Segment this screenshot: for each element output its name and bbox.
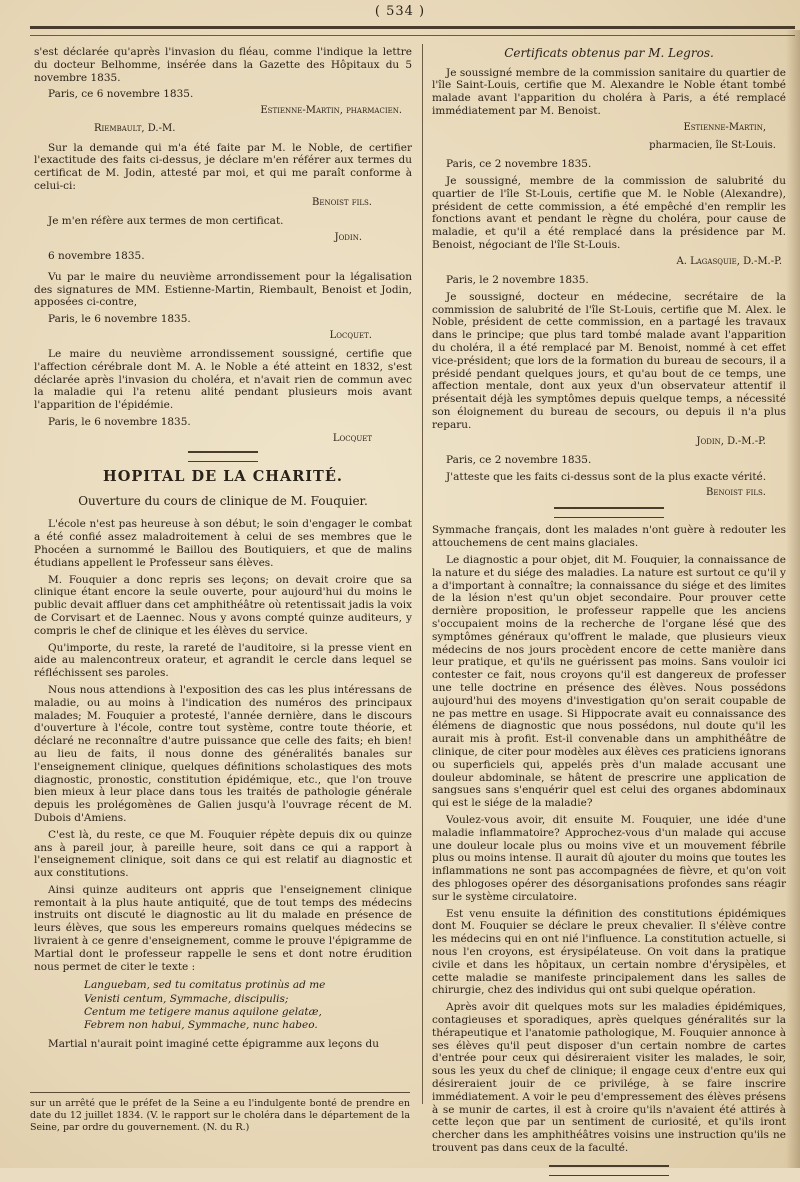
paragraph: Voulez-vous avoir, dit ensuite M. Fouquier, une idée d'une maladie inflammatoire? Approchez-vous d'un malade qui accuse une douleur locale plus ou moins vive et un mouvement fébrile plus ou moins intense. Il aurait dû ajouter du moins que toutes les inflammations ne sont pas accompagnées de fièvre, et qu'on voit des phlogoses opérer des désorganisations profondes sans réagir sur le système circulatoire. bbox=[432, 814, 786, 903]
page-edge-shadow bbox=[786, 30, 800, 1168]
poem-line: Languebam, sed tu comitatus protinùs ad me bbox=[84, 979, 326, 992]
paragraph: Est venu ensuite la définition des constitutions épidémiques dont M. Fouquier se déclare le preux chevalier. Il s'élève contre les médecins qui en ont nié l'influence. La constitution actuelle, si nous l'en croyons, est érysipélateuse. On voit dans la pratique civile et dans les hôpitaux, un certain nombre d'érysipèles, et cette maladie se manifeste principalement dans les salles de chirurgie, chez des individus qui ont subi quelque opération. bbox=[432, 907, 786, 997]
header-rule bbox=[30, 26, 795, 36]
paragraph: Je soussigné, docteur en médecine, secrétaire de la commission de salubrité de l'île St-Louis, certifie que M. Alex. le Noble, président de cette commission, en a partagé les travaux dans le principe; que plus tard tombé malade avant l'apparition du choléra, il a été remplacé par M. Benoist, nommé à cet effet vice-président; que lors de la formation du bureau de secours, il a présidé pendant quelques jours, et qu'au bout de ce temps, une affection mentale, dont aux yeux d'un observateur attentif il présentait déjà les symptômes depuis quelque temps, a nécessité son éloignement du bureau de secours, ou depuis il n'a plus reparu. bbox=[432, 290, 786, 431]
paragraph: Le maire du neuvième arrondissement soussigné, certifie que l'affection cérébrale dont M. A. le Noble a été atteint en 1832, s'est déclarée après l'invasion du choléra, et n'avait rien de commun avec la maladie qui l'a retenu alité pendant plusieurs mois avant l'apparition de l'épidémie. bbox=[34, 348, 412, 412]
poem-line: Febrem non habui, Symmache, nunc habeo. bbox=[84, 1018, 318, 1031]
dateline: Paris, le 2 novembre 1835. bbox=[446, 273, 589, 286]
paragraph: s'est déclarée qu'après l'invasion du fléau, comme l'indique la lettre du docteur Belhomme, insérée dans la Gazette des Hôpitaux du 5 novembre 1835. bbox=[34, 46, 412, 84]
paragraph: Après avoir dit quelques mots sur les maladies épidémiques, contagieuses et sporadiques, après quelques généralités sur la thérapeutique et l'anatomie pathologique, M. Fouquier annonce à ses élèves qu'il peut disposer d'un certain nombre de cartes d'entrée pour ceux qui désireraient visiter les malades, le soir, sous les yeux du chef de clinique; il engage ceux d'entre eux qui désireraient jouir de ce privilége, à se faire inscrire immédiatement. A voir le peu d'empressement des élèves présens à se munir de cartes, il est à croire qu'ils n'avaient été attirés à cette leçon que par un sentiment de curiosité, et qu'ils iront chercher dans les amphithéâtres voisins une instruction qu'ils ne trouvent pas dans ceux de la faculté. bbox=[432, 1001, 786, 1154]
paragraph: L'école n'est pas heureuse à son début; le soin d'engager le combat a été confié assez maladroitement à celui de ses membres que le Phocéen a surnommé le Baillou des Boutiquiers, et que de malins étudians appellent le Professeur sans élèves. bbox=[34, 518, 412, 569]
left-column bbox=[34, 46, 412, 1055]
certificates-heading: Certificats obtenus par M. Legros. bbox=[504, 46, 714, 60]
dateline: Paris, ce 6 novembre 1835. bbox=[48, 88, 194, 101]
dateline: Paris, ce 2 novembre 1835. bbox=[446, 158, 592, 171]
footnote: sur un arrêté que le préfet de la Seine a eu l'indulgente bonté de prendre en date du 12 juillet 1834. (V. le rapport sur le choléra dans le département de la Seine, par ordre du gouvernement. (N. du R.) bbox=[30, 1098, 410, 1133]
section-subheading: Ouverture du cours de clinique de M. Fouquier. bbox=[78, 493, 368, 508]
paragraph: C'est là, du reste, ce que M. Fouquier répète depuis dix ou quinze ans à pareil jour, à pareille heure, soit dans ce qui a rapport à l'enseignement clinique, soit dans ce qui est relatif au diagnostic et aux constitutions. bbox=[34, 828, 412, 880]
signature: Locquet. bbox=[329, 329, 372, 341]
footnote-rule bbox=[30, 1092, 410, 1093]
poem-line: Venisti centum, Symmache, discipulis; bbox=[84, 992, 289, 1005]
signature: A. Lagasquie, D.-M.-P. bbox=[676, 255, 782, 267]
page-number: ( 534 ) bbox=[374, 4, 426, 19]
signature: Estienne-Martin, pharmacien. bbox=[260, 105, 402, 117]
signature: pharmacien, île St-Louis. bbox=[649, 140, 776, 151]
right-column bbox=[432, 46, 786, 1182]
signature: Locquet bbox=[332, 432, 372, 444]
paragraph: Sur la demande qui m'a été faite par M. le Noble, de certifier l'exactitude des faits ci-dessus, je déclare m'en référer aux termes du certificat de M. Jodin, attesté par moi, et qui me paraît conforme à celui-ci: bbox=[34, 141, 412, 192]
dateline: Paris, ce 2 novembre 1835. bbox=[446, 453, 592, 466]
signature: Benoist fils. bbox=[312, 196, 372, 208]
paragraph: Vu par le maire du neuvième arrondissement pour la légalisation des signatures de MM. Estienne-Martin, Riembault, Benoist et Jodin, apposées ci-contre, bbox=[34, 270, 412, 309]
paragraph: Le diagnostic a pour objet, dit M. Fouquier, la connaissance de la nature et du siége des maladies. La nature est surtout ce qu'il y a d'important à connaître; la connaissance du siége et des limites de la lésion n'est qu'un objet secondaire. Pour prouver cette dernière proposition, le professeur rappelle que les anciens s'occupaient moins de la recherche de l'organe lésé que des symptômes généraux qu'offrent le malade, que plusieurs vieux médecins de nos jours procèdent encore de cette manière dans leur pratique, et qu'ils ne guérissent pas moins. Sans vouloir ici contester ce fait, nous croyons qu'il est dangereux de professer une telle doctrine en présence des élèves. Nous possédons aujourd'hui des moyens d'investigation qu'on serait coupable de ne pas mettre en usage. Si Hippocrate avait eu connaissance des élémens de diagnostic que nous possédons, nul doute qu'il les aurait mis à profit. Est-il convenable dans un amphithéâtre de clinique, de citer pour modèles aux élèves ces praticiens ignorans ou superficiels qui, appelés près d'un malade accusant une douleur abdominale, se hâtent de prescrire une application de sangsues sans s'enquérir quel est celui des organes abdominaux qui est le siége de la maladie? bbox=[432, 554, 786, 810]
signature: Riembault, D.-M. bbox=[94, 123, 176, 135]
paragraph: Je soussigné membre de la commission sanitaire du quartier de l'île Saint-Louis, certifie que M. Alexandre le Noble étant tombé malade avant l'apparition du choléra à Paris, a été remplacé immédiatement par M. Benoist. bbox=[432, 66, 786, 118]
signature: Jodin, D.-M.-P. bbox=[696, 435, 766, 447]
paragraph: Je m'en réfère aux termes de mon certificat. bbox=[48, 214, 284, 227]
section-ornament bbox=[554, 507, 664, 518]
column-divider bbox=[422, 44, 423, 1104]
poem-line: Centum me tetigere manus aquilone gelatæ, bbox=[84, 1005, 322, 1018]
paragraph: Martial n'aurait point imaginé cette épigramme aux leçons du bbox=[48, 1037, 379, 1050]
paragraph: Ainsi quinze auditeurs ont appris que l'enseignement clinique remontait à la plus haute antiquité, que de tout temps des médecins instruits ont discuté le diagnostic au lit du malade en présence de leurs élèves, que sous les empereurs romains quelques médecins se livraient à ce genre d'enseignement, comme le prouve l'épigramme de Martial dont le professeur rappelle le sens et dont notre érudition nous permet de citer le texte : bbox=[34, 883, 412, 973]
dateline: Paris, le 6 novembre 1835. bbox=[48, 313, 191, 326]
signature: Jodin. bbox=[334, 231, 362, 243]
paragraph: Je soussigné, membre de la commission de salubrité du quartier de l'île St-Louis, certifie que M. le Noble (Alexandre), président de cette commission, a été empêché d'en remplir les fonctions avant et pendant le règne du choléra, pour cause de maladie, et qu'il a été remplacé dans la présidence par M. Benoist, négociant de l'île St-Louis. bbox=[432, 174, 786, 251]
signature: Benoist fils. bbox=[706, 487, 766, 499]
paragraph: Nous nous attendions à l'exposition des cas les plus intéressans de maladie, ou au moins à l'indication des numéros des principaux malades; M. Fouquier a protesté, l'année dernière, dans le discours d'ouverture à l'école, contre tout système, contre toute théorie, et déclaré ne reconnaître d'autre puissance que celle des faits; eh bien! au lieu de faits, il nous donne des généralités banales sur l'enseignement clinique, quelques définitions scholastiques des mots diagnostic, pronostic, constitution épidémique, etc., que l'on trouve bien mieux à leur place dans tous les traités de pathologie générale depuis les prolégomènes de Galien jusqu'à l'ouvrage récent de M. Dubois d'Amiens. bbox=[34, 683, 412, 824]
section-ornament bbox=[188, 451, 258, 462]
dateline: Paris, le 6 novembre 1835. bbox=[48, 416, 191, 429]
section-heading: HOPITAL DE LA CHARITÉ. bbox=[103, 468, 343, 486]
epigram-quote bbox=[84, 979, 412, 1032]
paragraph: J'atteste que les faits ci-dessus sont de la plus exacte vérité. bbox=[446, 470, 767, 483]
signature: Estienne-Martin, bbox=[683, 121, 766, 133]
paragraph: Qu'importe, du reste, la rareté de l'auditoire, si la presse vient en aide au malencontreux orateur, et agrandit le cercle dans lequel se réfléchissent ses paroles. bbox=[34, 641, 412, 680]
dateline: 6 novembre 1835. bbox=[48, 249, 145, 262]
section-ornament bbox=[549, 1165, 669, 1176]
paragraph: Symmache français, dont les malades n'ont guère à redouter les attouchemens de cent mains glaciales. bbox=[432, 524, 786, 550]
paragraph: M. Fouquier a donc repris ses leçons; on devait croire que sa clinique étant encore la seule ouverte, pour aujourd'hui du moins le public devait affluer dans cet amphithéâtre où retentissait jadis la voix de Corvisart et de Laennec. Nous y avons compté quinze auditeurs, y compris le chef de clinique et les élèves du service. bbox=[34, 573, 412, 637]
